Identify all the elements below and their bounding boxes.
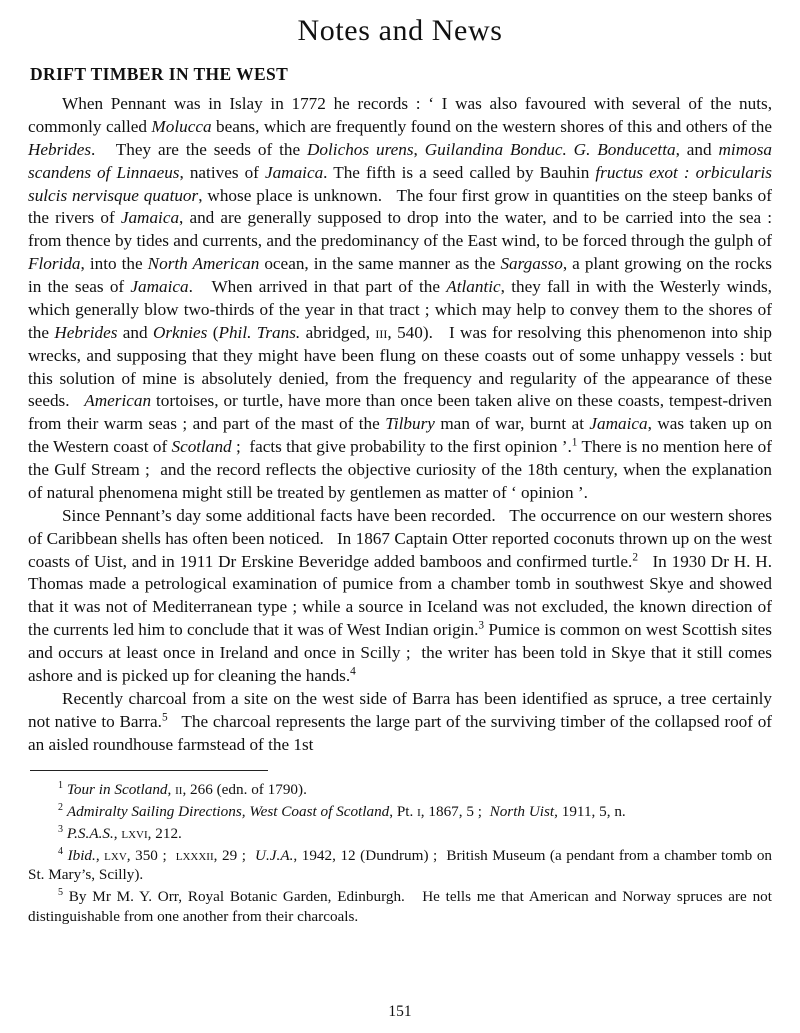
page-title: Notes and News — [297, 14, 503, 47]
footnote-5: $^5$ By Mr M. Y. Orr, Royal Botanic Garden, Edinburgh. He tells me that American and Norway spruces are not distinguishable from one another from their charcoals. — [28, 887, 772, 925]
footnote-divider — [30, 770, 268, 771]
footnotes-list — [28, 780, 772, 926]
footnote-3: $^3$ P.S.A.S., lxvi, 212. — [58, 823, 182, 842]
paragraph-2: Since Pennant’s day some additional facts have been recorded. The occurrence on our western shores of Caribbean shells has often been noticed. In 1867 Captain Otter reported coconuts thrown up on the west coasts of Uist, and in 1911 Dr Erskine Beveridge added bamboos and confirmed turtle.$^2$ In 1930 Dr H. H. Thomas made a petrological examination of pumice from a chamber tomb in southwest Skye and showed that it was not of Mediterranean type ; while a source in Iceland was not excluded, the known direction of the currents led him to conclude that it was of West Indian origin.$^3$ Pumice is common on west Scottish sites and occurs at least once in Ireland and once in Scilly ; the writer has been told in Skye that it still comes ashore and is picked up for cleaning the hands.$^4$ — [28, 505, 773, 685]
footnote-1: $^1$ Tour in Scotland, ii, 266 (edn. of 1790). — [58, 780, 307, 799]
article-body — [28, 93, 772, 756]
paragraph-3: Recently charcoal from a site on the west side of Barra has been identified as spruce, a tree certainly not native to Barra.$^5$ The charcoal represents the large part of the surviving timber of the collapsed roof of an aisled roundhouse farmstead of the 1st — [28, 688, 773, 754]
footnote-2: $^2$ Admiralty Sailing Directions, West Coast of Scotland, Pt. i, 1867, 5 ; North Uist, 1911, 5, n. — [58, 802, 626, 821]
footnote-4: $^4$ Ibid., lxv, 350 ; lxxxii, 29 ; U.J.A., 1942, 12 (Dundrum) ; British Museum (a pendant from a chamber tomb on St. Mary’s, Scilly). — [28, 845, 773, 884]
page-number: 151 — [388, 1003, 412, 1020]
section-heading: DRIFT TIMBER IN THE WEST — [30, 64, 289, 84]
paragraph-1: When Pennant was in Islay in 1772 he records : ‘ I was also favoured with several of the nuts, commonly called Molucca beans, which are frequently found on the western shores of this and others of the Hebrides. They are the seeds of the Dolichos urens, Guilandina Bonduc. G. Bonducetta, and mimosa scandens of Linnaeus, natives of Jamaica. The fifth is a seed called by Bauhin fructus exot : orbicularis sulcis nervisque quatuor, whose place is unknown. The four first grow in quantities on the steep banks of the rivers of Jamaica, and are generally supposed to drop into the water, and to be carried into the sea : from thence by tides and currents, and the predominancy of the East wind, to be forced through the gulph of Florida, into the North American ocean, in the same manner as the Sargasso, a plant growing on the rocks in the seas of Jamaica. When arrived in that part of the Atlantic, they fall in with the Westerly winds, which generally blow two-thirds of the year in that tract ; which may help to convey them to the shores of the Hebrides and Orknies (Phil. Trans. abridged, iii, 540). I was for resolving this phenomenon into ship wrecks, and supposing that they might have been flung on these coasts out of some unhappy vessels : but this solution of mine is absolutely denied, from the frequency and regularity of the appearance of these seeds. American tortoises, or turtle, have more than once been taken alive on these coasts, tempest-driven from their warm seas ; and part of the mast of the Tilbury man of war, burnt at Jamaica, was taken up on the Western coast of Scotland ; facts that give probability to the first opinion ’.$^1$ There is no mention here of the Gulf Stream ; and the record reflects the objective curiosity of the 18th century, when the explanation of natural phenomena might still be treated by gentlemen as matter of ‘ opinion ’. — [28, 94, 773, 502]
